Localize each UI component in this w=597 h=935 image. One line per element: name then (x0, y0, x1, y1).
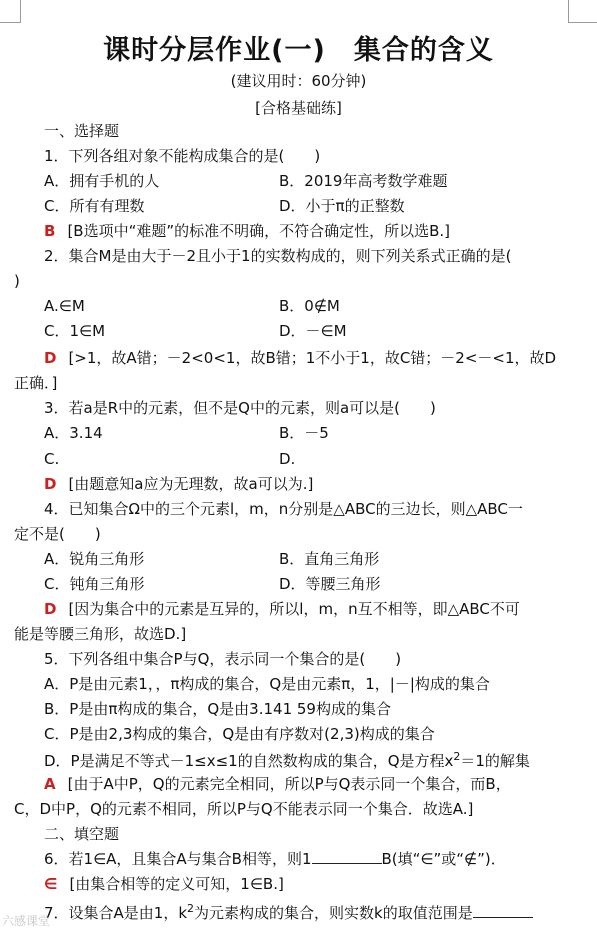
q4-options-row1 (14, 549, 597, 569)
q3-option-a: A．3.14 (44, 424, 103, 442)
q2-options-row2 (14, 321, 597, 341)
q4-answer-line (14, 599, 597, 619)
q2-option-b: B．0∉M (279, 297, 340, 315)
q2-explain: [>1，故A错；－2<0<1，故B错；1不小于1，故C错；－2<－<1，故D (68, 349, 557, 367)
q5-option-a: A．P是由元素1，，π构成的集合，Q是由元素π，1，|－|构成的集合 (44, 675, 490, 693)
q6-stem: 6．若1∈A，且集合A与集合B相等，则1 B(填“∈”或“∉”)． (44, 850, 506, 868)
q2-stem-end: ) (14, 272, 20, 290)
q1-stem: 1．下列各组对象不能构成集合的是( ) (44, 147, 321, 165)
q4-stem-cont: 定不是( ) (14, 525, 101, 543)
q3-answer-line (14, 474, 597, 494)
q1-option-b: B．2019年高考数学难题 (279, 172, 448, 190)
q3-stem: 3．若a是R中的元素，但不是Q中的元素，则a可以是( ) (44, 399, 436, 417)
page-title: 课时分层作业(一) 集合的含义 (103, 35, 494, 66)
q4-explain-cont: 能是等腰三角形，故选D.] (14, 625, 187, 643)
crop-mark-top-right (568, 0, 597, 23)
heading-choice: 一、选择题 (44, 122, 120, 140)
q3-option-d: D. (279, 450, 296, 468)
q4-options-row2 (14, 574, 597, 594)
section-tag: [合格基础练] (255, 99, 342, 117)
q5-stem: 5．下列各组中集合P与Q，表示同一个集合的是( ) (44, 650, 402, 668)
q3-options-row2 (14, 449, 597, 469)
q3-option-b: B．－5 (279, 424, 329, 442)
q1-option-d: D．小于π的正整数 (279, 197, 405, 215)
q5-option-d: D．P是满足不等式－1≤x≤1的自然数构成的集合，Q是方程$x^2=1$的解集 (44, 750, 530, 770)
subtitle: (建议用时：60分钟) (230, 72, 367, 90)
q3-option-c: C. (44, 450, 60, 468)
q2-stem: 2．集合M是由大于－2且小于1的实数构成的，则下列关系式正确的是( (44, 247, 512, 265)
q4-option-c: C．钝角三角形 (44, 575, 145, 593)
q3-explain: [由题意知a应为无理数，故a可以为.] (68, 475, 314, 493)
q4-option-d: D．等腰三角形 (279, 575, 381, 593)
q2-option-a: A.∈M (44, 297, 85, 315)
q6-blank[interactable] (312, 849, 382, 864)
q7-stem: 7．设集合A是由1，$k^2$为元素构成的集合，则实数k的取值范围是 (14, 899, 597, 923)
q1-option-c: C．所有有理数 (44, 197, 145, 215)
q1-options-row2 (14, 196, 597, 216)
q2-explain-cont: 正确．] (14, 374, 58, 392)
q2-option-d: D．－∈M (279, 322, 347, 340)
q1-option-a: A．拥有手机的人 (44, 172, 160, 190)
q6-answer: ∈ (44, 875, 58, 893)
q5-option-c: C．P是由2,3构成的集合，Q是由有序数对(2,3)构成的集合 (44, 725, 435, 743)
q4-option-b: B．直角三角形 (279, 550, 380, 568)
q2-options-row1 (14, 296, 597, 316)
q4-explain: [因为集合中的元素是互异的，所以l，m，n互不相等，即△ABC不可 (68, 600, 520, 618)
q1-explain: [B选项中“难题”的标准不明确，不符合确定性，所以选B.] (67, 222, 451, 240)
crop-mark-top-left (0, 0, 21, 23)
q5-option-b: B．P是由π构成的集合，Q是由3.141 59构成的集合 (44, 700, 391, 718)
q2-answer-line (14, 348, 597, 368)
heading-fill: 二、填空题 (44, 825, 120, 843)
q1-answer-line (14, 221, 597, 241)
q1-options-row1 (14, 171, 597, 191)
q5-answer-line (14, 774, 597, 794)
q4-stem: 4．已知集合Ω中的三个元素l，m，n分别是△ABC的三边长，则△ABC一 (44, 500, 523, 518)
q1-answer: B (44, 222, 56, 240)
q3-options-row1 (14, 423, 597, 443)
q5-answer: A (44, 775, 56, 793)
q4-answer: D (44, 600, 57, 618)
q2-answer: D (44, 349, 57, 367)
q5-explain-cont: C，D中P，Q的元素不相同，所以P与Q不能表示同一个集合．故选A.] (14, 800, 474, 818)
q7-blank[interactable] (473, 903, 533, 918)
q2-option-c: C．1∈M (44, 322, 106, 340)
q4-option-a: A．锐角三角形 (44, 550, 145, 568)
q6-answer-line (14, 874, 597, 894)
q6-explain: [由集合相等的定义可知，1∈B.] (69, 875, 284, 893)
watermark: 六感课堂 (2, 914, 51, 928)
q5-explain: [由于A中P，Q的元素完全相同，所以P与Q表示同一个集合，而B， (67, 775, 511, 793)
q3-answer: D (44, 475, 57, 493)
